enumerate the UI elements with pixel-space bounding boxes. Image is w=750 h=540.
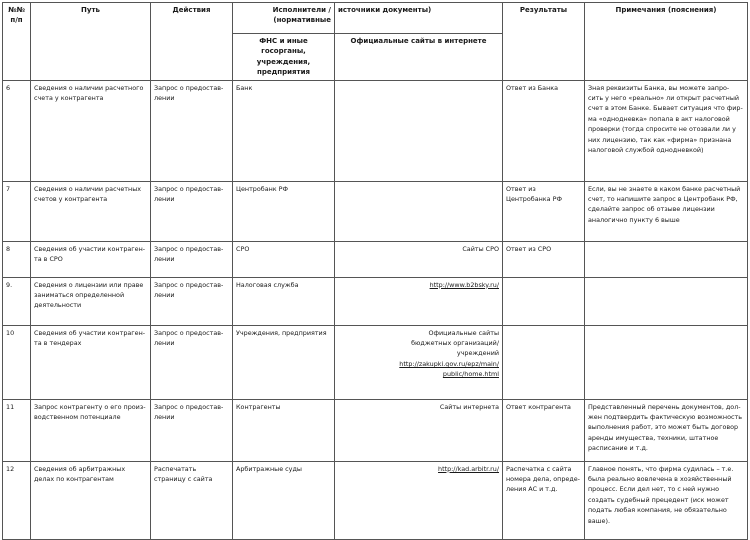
row-action: Запрос о предостав- лении	[151, 277, 233, 325]
table-row	[3, 80, 748, 181]
row-action: Запрос о предостав- лении	[151, 241, 233, 277]
row-executor: Центробанк РФ	[233, 181, 335, 241]
row-note	[585, 241, 748, 277]
row-executor: Контрагенты	[233, 399, 335, 461]
row-action: Запрос о предостав- лении	[151, 399, 233, 461]
row-path: Запрос контрагенту о его произ- водственном потенциале	[31, 399, 151, 461]
row-num: 9.	[3, 277, 31, 325]
row-result: Ответ из Центробанка РФ	[503, 181, 585, 241]
b2bsky-link[interactable]: http://www.b2bsky.ru/	[429, 280, 499, 289]
row-source-cell	[335, 277, 503, 325]
row-note	[585, 325, 748, 399]
document-table	[2, 2, 748, 540]
row-num: 10	[3, 325, 31, 399]
row-source-text: Официальные сайты бюджетных организаций/учреждений	[411, 328, 499, 358]
header-row	[3, 3, 748, 34]
row-result: Распечатка с сайта номера дела, опреде- ления АС и т.д.	[503, 461, 585, 539]
col-results-header: Результаты	[503, 3, 585, 81]
row-action: Запрос о предостав- лении	[151, 181, 233, 241]
row-source	[335, 80, 503, 181]
row-num: 12	[3, 461, 31, 539]
row-result: Ответ из СРО	[503, 241, 585, 277]
row-action: Запрос о предостав- лении	[151, 325, 233, 399]
row-path: Сведения о наличии расчетного счета у контрагента	[31, 80, 151, 181]
row-num: 8	[3, 241, 31, 277]
row-num: 11	[3, 399, 31, 461]
row-source	[335, 181, 503, 241]
row-executor: Учреждения, предприятия	[233, 325, 335, 399]
row-executor: Налоговая служба	[233, 277, 335, 325]
row-note: Зная реквизиты Банка, вы можете запро- сить у него «реально» ли открыт расчетный счет в этом Банке. Бывает ситуация что фир- ма «однодневка» попала в акт налоговой проверки (тогда спросите не отозвали ли у них лицензию, так как «фирма» признана налоговой службой однодневкой)	[585, 80, 748, 181]
table-row	[3, 241, 748, 277]
row-source-cell	[335, 325, 503, 399]
row-source-cell	[335, 461, 503, 539]
row-result: Ответ контрагента	[503, 399, 585, 461]
row-path: Сведения об участии контраген- та в СРО	[31, 241, 151, 277]
table-row	[3, 399, 748, 461]
col-executors-subheader: ФНС и иные госорганы, учреждения, предприятия	[233, 34, 335, 81]
row-path: Сведения об арбитражных делах по контрагентам	[31, 461, 151, 539]
row-path: Сведения об участии контраген- та в тендерах	[31, 325, 151, 399]
row-num: 6	[3, 80, 31, 181]
row-note	[585, 277, 748, 325]
col-sources-header: источники документы)	[335, 3, 503, 34]
zakupki-link[interactable]: http://zakupki.gov.ru/epz/main/ public/home.html	[399, 359, 499, 379]
row-note: Если, вы не знаете в каком банке расчетный счет, то напишите запрос в Центробанк РФ, сделайте запрос об отзыве лицензии аналогично пункту 6 выше	[585, 181, 748, 241]
row-path: Сведения о наличии расчетных счетов у контрагента	[31, 181, 151, 241]
table-row	[3, 277, 748, 325]
col-num-header: №№ п/п	[3, 3, 31, 81]
row-action: Запрос о предостав- лении	[151, 80, 233, 181]
row-num: 7	[3, 181, 31, 241]
row-result: Ответ из Банка	[503, 80, 585, 181]
table-row	[3, 181, 748, 241]
col-actions-header: Действия	[151, 3, 233, 81]
kad-arbitr-link[interactable]: http://kad.arbitr.ru/	[438, 464, 499, 473]
row-executor: СРО	[233, 241, 335, 277]
row-note: Главное понять, что фирма судилась – т.е. была реально вовлечена в хозяйственный процесс. Если дел нет, то с ней нужно создать судебный прецедент (иск может подать любая компания, не обязательно ваше).	[585, 461, 748, 539]
row-result	[503, 277, 585, 325]
row-source: Сайты СРО	[335, 241, 503, 277]
col-path-header: Путь	[31, 3, 151, 81]
row-result	[503, 325, 585, 399]
table-row	[3, 325, 748, 399]
row-executor: Банк	[233, 80, 335, 181]
col-notes-header: Примечания (пояснения)	[585, 3, 748, 81]
col-sources-subheader: Официальные сайты в интернете	[335, 34, 503, 81]
col-executors-header: Исполнители / (нормативные	[233, 3, 335, 34]
row-executor: Арбитражные суды	[233, 461, 335, 539]
table-row	[3, 461, 748, 539]
row-note: Представленный перечень документов, дол- жен подтвердить фактическую возможность выполнения работ, это может быть договор аренды имущества, техники, штатное расписание и т.д.	[585, 399, 748, 461]
row-action: Распечатать страницу с сайта	[151, 461, 233, 539]
row-source: Сайты интернета	[335, 399, 503, 461]
row-path: Сведения о лицензии или праве заниматься определенной деятельности	[31, 277, 151, 325]
